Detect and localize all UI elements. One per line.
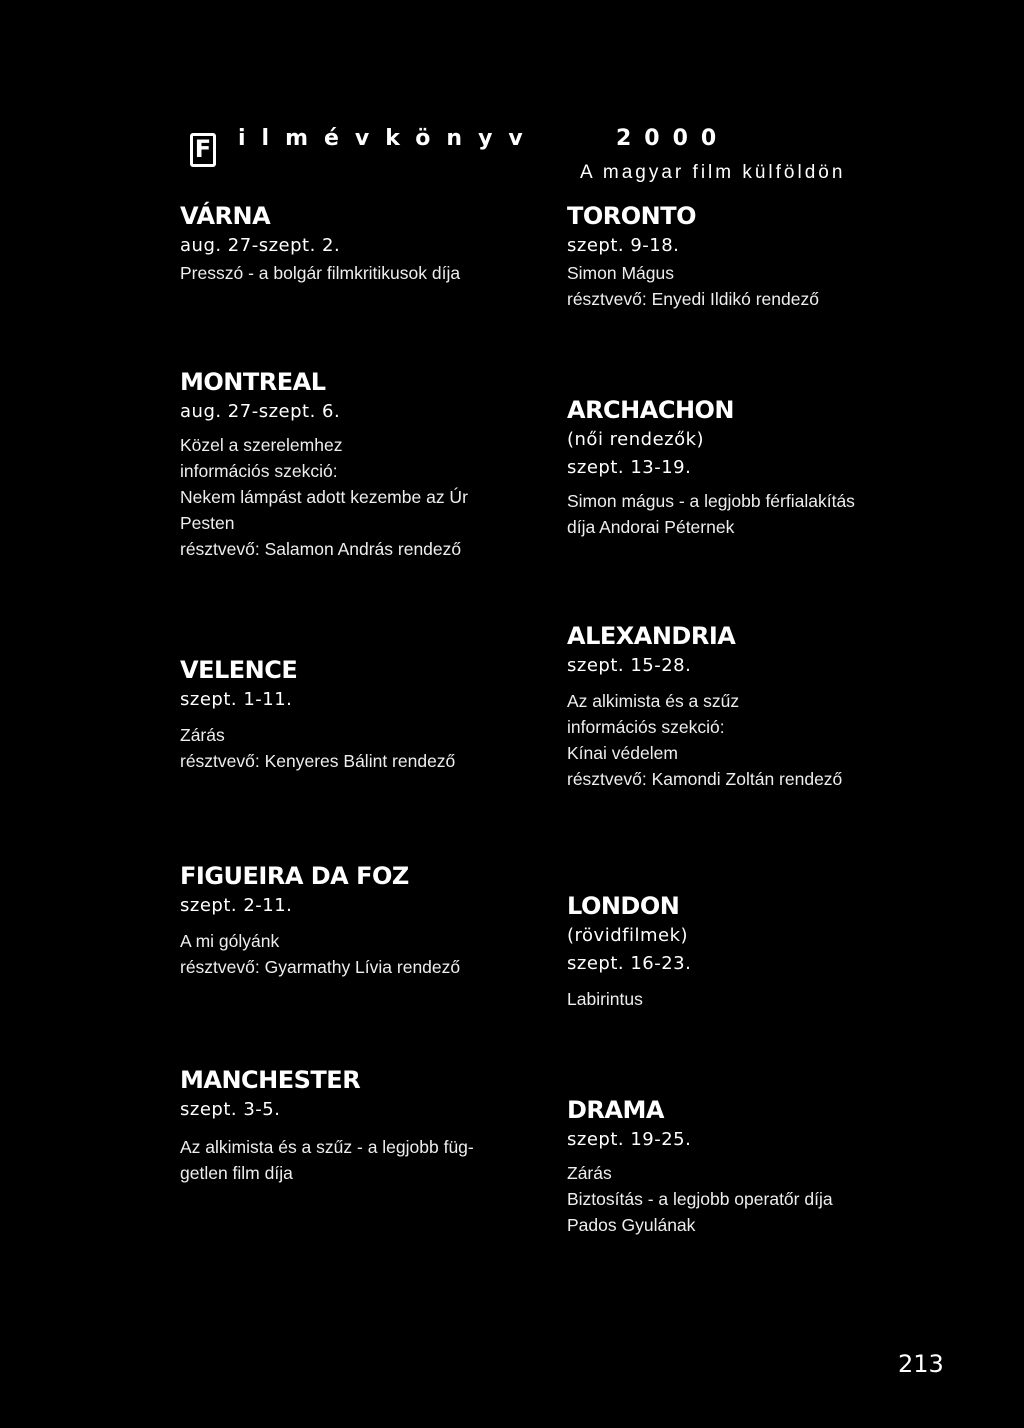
festival-city: TORONTO xyxy=(567,202,697,230)
festival-line: Presszó - a bolgár filmkritikusok díja xyxy=(180,263,461,283)
festival-line: Az alkimista és a szűz - a legjobb füg- xyxy=(180,1137,474,1157)
festival-date: aug. 27-szept. 2. xyxy=(180,235,341,256)
festival-date: szept. 15-28. xyxy=(567,655,692,676)
book-year: 2000 xyxy=(616,126,730,151)
festival-line: információs szekció: xyxy=(180,461,338,481)
festival-date: szept. 16-23. xyxy=(567,953,692,974)
filmevkonyv-logo: F xyxy=(190,133,216,167)
festival-entry-manchester xyxy=(180,1064,580,1186)
festival-category: (női rendezők) xyxy=(567,429,705,450)
festival-line: Simon mágus - a legjobb férfialakítás xyxy=(567,491,855,511)
festival-line: Labirintus xyxy=(567,989,643,1009)
festival-entry-archachon xyxy=(567,394,967,540)
festival-line: résztvevő: Enyedi Ildikó rendező xyxy=(567,289,819,309)
festival-entry-alexandria xyxy=(567,620,967,792)
book-title: ilmévkönyv xyxy=(238,126,539,151)
festival-city: ARCHACHON xyxy=(567,396,735,424)
festival-line: résztvevő: Gyarmathy Lívia rendező xyxy=(180,957,461,977)
festival-line: A mi gólyánk xyxy=(180,931,280,951)
festival-line: Zárás xyxy=(180,725,225,745)
chapter-subtitle: A magyar film külföldön xyxy=(580,162,846,183)
festival-entry-varna xyxy=(180,200,580,286)
festival-date: szept. 19-25. xyxy=(567,1129,692,1150)
festival-line: Kínai védelem xyxy=(567,743,678,763)
festival-entry-montreal xyxy=(180,366,580,562)
festival-line: Zárás xyxy=(567,1163,612,1183)
festival-entry-figueira-da-foz xyxy=(180,860,580,980)
festival-date: szept. 13-19. xyxy=(567,457,692,478)
festival-date: szept. 9-18. xyxy=(567,235,680,256)
festival-line: Nekem lámpást adott kezembe az Úr xyxy=(180,487,468,507)
festival-category: (rövidfilmek) xyxy=(567,925,689,946)
festival-line: Pados Gyulának xyxy=(567,1215,696,1235)
festival-line: résztvevő: Kenyeres Bálint rendező xyxy=(180,751,456,771)
festival-city: VÁRNA xyxy=(180,202,271,230)
festival-city: DRAMA xyxy=(567,1096,664,1124)
festival-date: szept. 1-11. xyxy=(180,689,293,710)
festival-line: getlen film díja xyxy=(180,1163,293,1183)
festival-line: Simon Mágus xyxy=(567,263,674,283)
festival-entry-drama xyxy=(567,1094,967,1238)
festival-entry-velence xyxy=(180,654,580,774)
festival-line: Közel a szerelemhez xyxy=(180,435,343,455)
festival-city: VELENCE xyxy=(180,656,298,684)
festival-line: díja Andorai Péternek xyxy=(567,517,735,537)
festival-line: Biztosítás - a legjobb operatőr díja xyxy=(567,1189,833,1209)
festival-date: aug. 27-szept. 6. xyxy=(180,401,341,422)
festival-entry-toronto xyxy=(567,200,967,312)
festival-line: résztvevő: Kamondi Zoltán rendező xyxy=(567,769,843,789)
festival-city: MANCHESTER xyxy=(180,1066,361,1094)
festival-line: Az alkimista és a szűz xyxy=(567,691,740,711)
page-number: 213 xyxy=(898,1350,944,1378)
festival-line: Pesten xyxy=(180,513,235,533)
festival-line: információs szekció: xyxy=(567,717,725,737)
festival-city: ALEXANDRIA xyxy=(567,622,736,650)
festival-date: szept. 2-11. xyxy=(180,895,293,916)
festival-city: LONDON xyxy=(567,892,680,920)
festival-city: FIGUEIRA DA FOZ xyxy=(180,862,409,890)
festival-entry-london xyxy=(567,890,967,1012)
festival-city: MONTREAL xyxy=(180,368,326,396)
festival-date: szept. 3-5. xyxy=(180,1099,281,1120)
festival-line: résztvevő: Salamon András rendező xyxy=(180,539,462,559)
